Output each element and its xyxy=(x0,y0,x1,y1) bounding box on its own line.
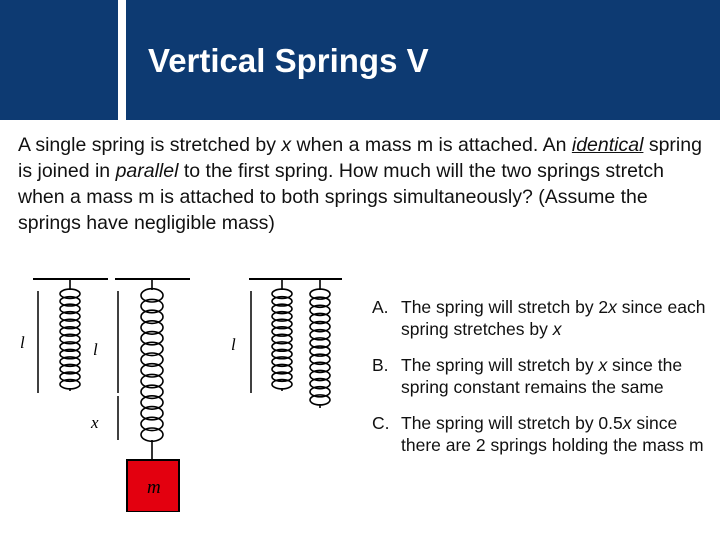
label-x: x xyxy=(91,413,99,432)
answer-letter: B. xyxy=(372,355,389,375)
answer-var: x xyxy=(622,413,632,433)
question-emphasis-parallel: parallel xyxy=(115,160,179,182)
spring-coil-1 xyxy=(60,280,80,391)
answer-text: The spring will stretch by 2 xyxy=(401,297,609,317)
label-l-2: l xyxy=(93,340,98,359)
answer-list xyxy=(372,296,712,470)
answer-text: since the spring constant remains the same xyxy=(401,355,683,397)
slide-title: Vertical Springs V xyxy=(148,42,429,79)
label-l-1: l xyxy=(20,333,25,352)
answer-text: since there are 2 springs holding the mass m xyxy=(401,413,704,455)
spring-coil-2 xyxy=(141,280,163,461)
answer-option-c[interactable] xyxy=(372,412,712,456)
answer-text: The spring will stretch by xyxy=(401,355,599,375)
question-emphasis-identical: identical xyxy=(571,134,644,156)
answer-letter: A. xyxy=(372,297,389,317)
question-part: A single spring is stretched by xyxy=(18,134,282,156)
label-l-3: l xyxy=(231,335,236,354)
header-accent-block xyxy=(0,0,118,120)
question-part: spring is joined in xyxy=(18,134,702,182)
answer-var: x xyxy=(598,355,608,375)
springs-diagram xyxy=(0,262,370,512)
spring-coil-3 xyxy=(272,280,292,391)
answer-var: x xyxy=(552,319,562,339)
question-part: when a mass m is attached. An xyxy=(291,134,572,156)
answer-var: x xyxy=(608,297,617,317)
answer-text: The spring will stretch by 0.5 xyxy=(401,413,623,433)
mass-label: m xyxy=(147,477,161,498)
answer-option-a[interactable] xyxy=(372,296,712,340)
question-text xyxy=(18,132,708,236)
question-var-x: x xyxy=(281,134,292,156)
spring-coil-4 xyxy=(310,280,330,408)
answer-letter: C. xyxy=(372,413,390,433)
question-part: to the first spring. How much will the two springs stretch when a mass m is attached to both springs simultaneously? (Assume the springs have negligible mass) xyxy=(18,160,664,234)
answer-text: since each spring stretches by xyxy=(401,297,706,339)
answer-option-b[interactable] xyxy=(372,354,712,398)
